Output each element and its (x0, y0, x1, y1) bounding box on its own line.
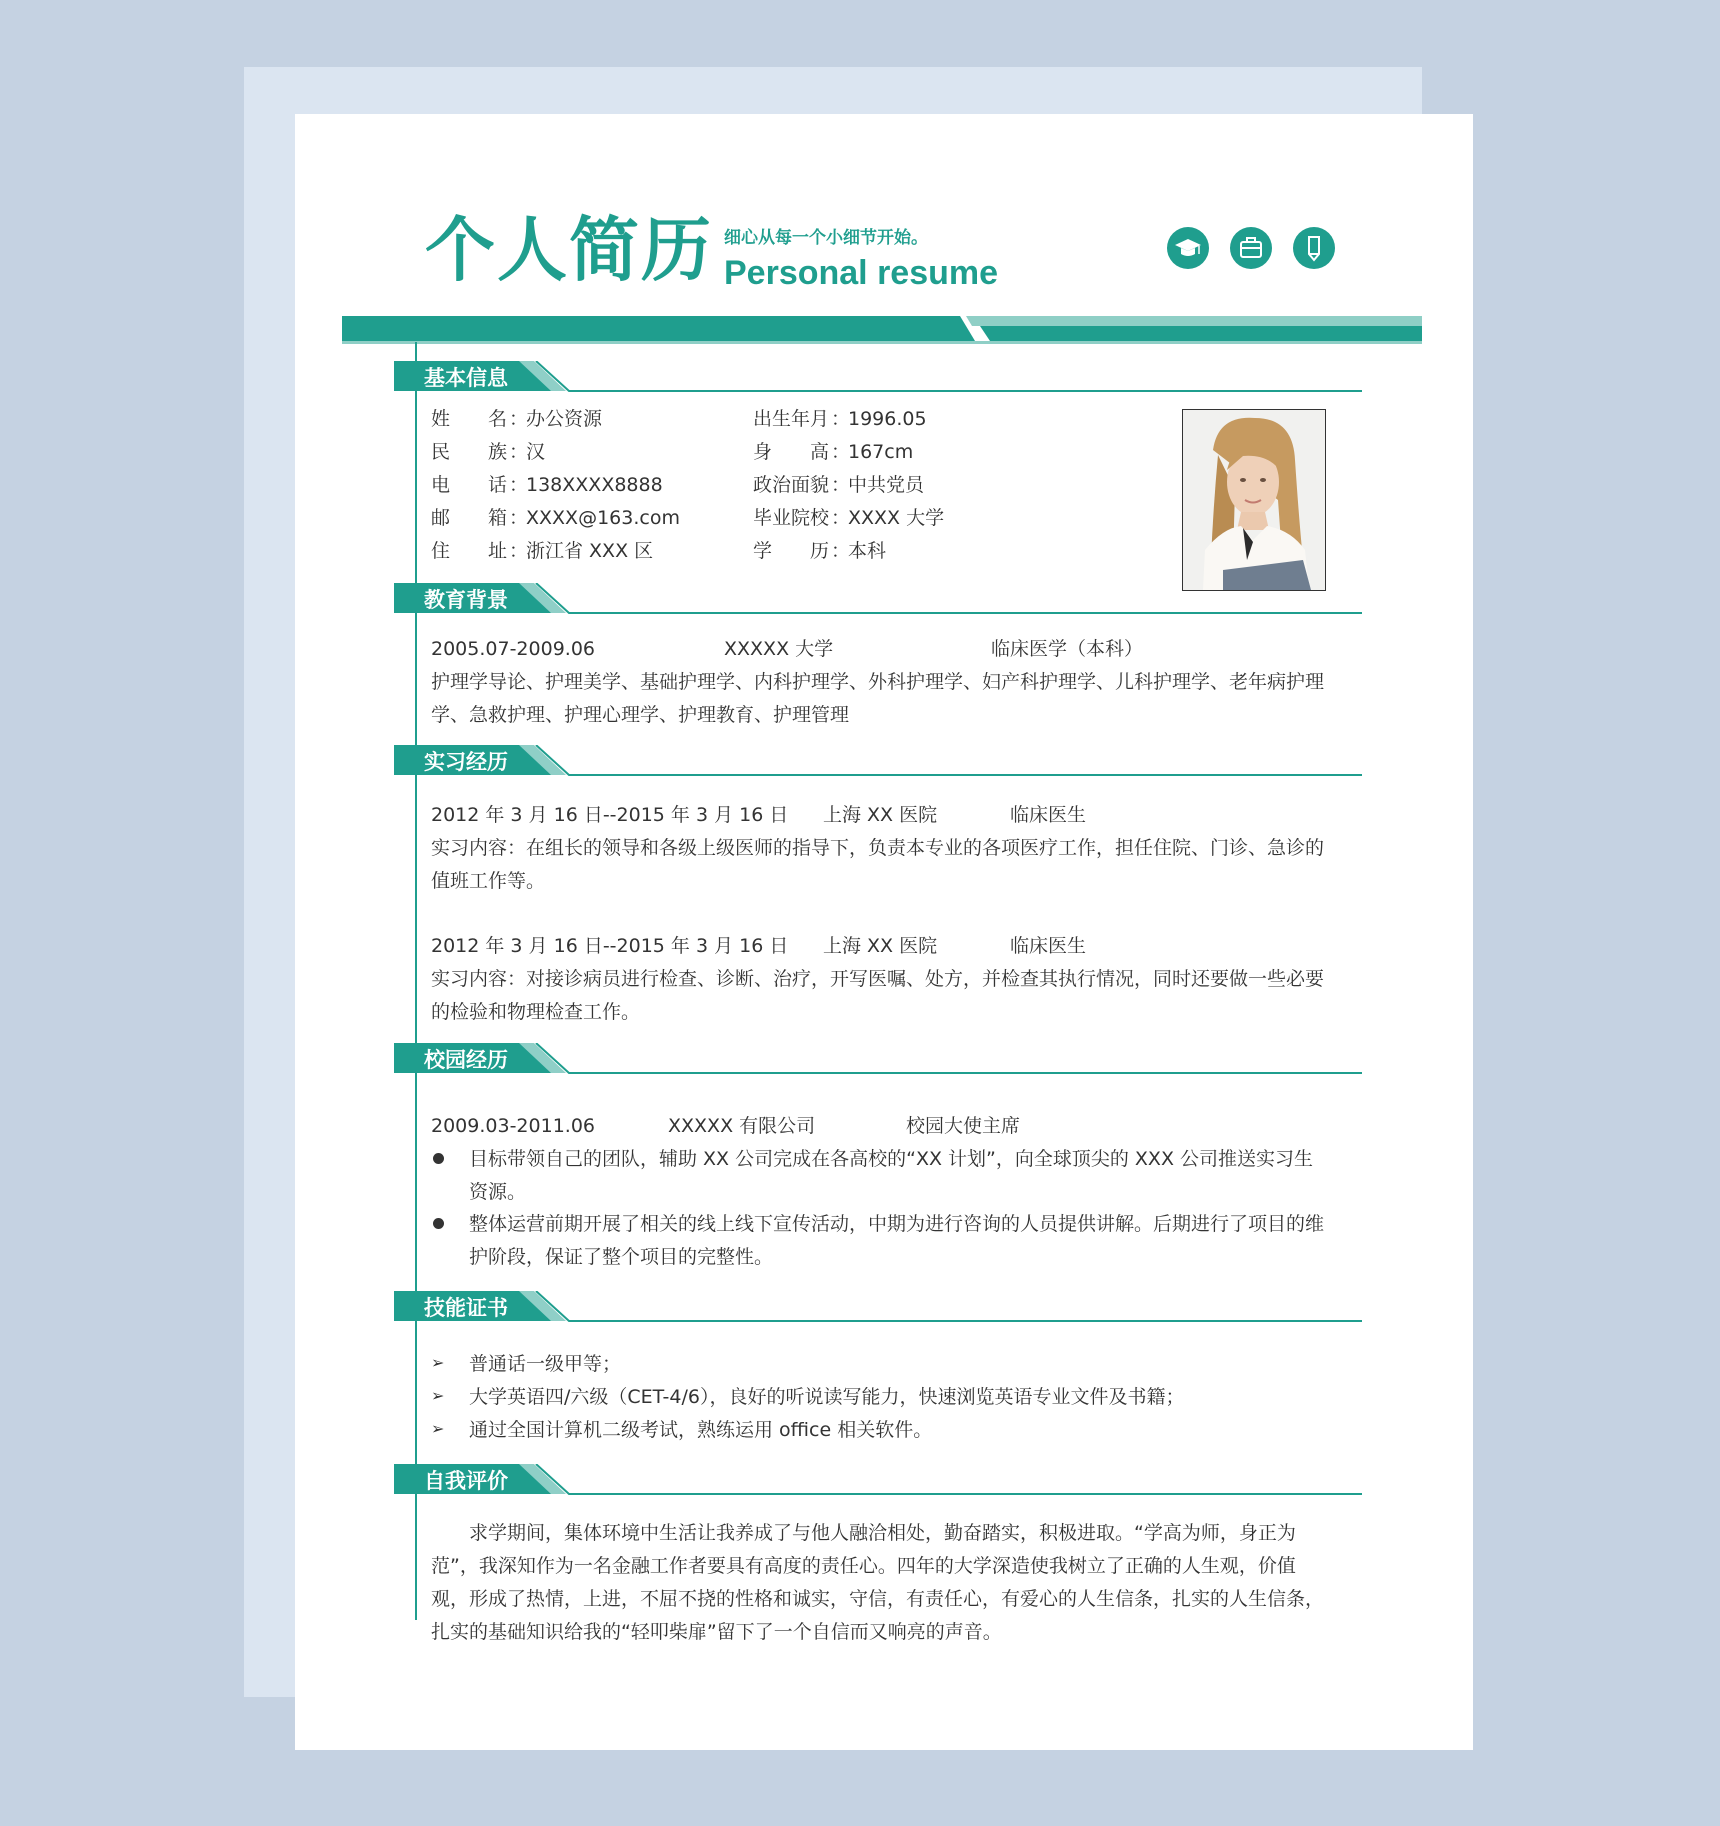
section-title: 实习经历 (424, 750, 508, 774)
avatar (1182, 409, 1326, 591)
campus-role: 校园大使主席 (906, 1115, 1021, 1137)
self-eval-text: 求学期间，集体环境中生活让我养成了与他人融洽相处，勤奋踏实，积极进取。“学高为师，身正为范”，我深知作为一名金融工作者要具有高度的责任心。四年的大学深造使我树立了正确的人生观，价值观，形成了热情，上进，不屈不挠的性格和诚实，守信，有责任心，有爱心的人生信条，扎实的人生信条，扎实的基础知识给我的“轻叩柴扉”留下了一个自信而又响亮的声音。 (431, 1522, 1325, 1643)
graduation-cap-icon (1167, 227, 1209, 269)
skill-item: 大学英语四/六级（CET-4/6），良好的听说读写能力，快速浏览英语专业文件及书籍； (469, 1386, 1185, 1408)
slogan: 细心从每一个小细节开始。 (724, 228, 928, 248)
briefcase-icon (1230, 227, 1272, 269)
section-title: 基本信息 (424, 366, 508, 390)
resume-sheet (295, 114, 1473, 1750)
section-header-internship (394, 745, 1362, 779)
info-value: 138XXXX8888 (526, 474, 663, 496)
info-label: 电 话 (431, 474, 508, 496)
campus-org: XXXXX 有限公司 (668, 1115, 816, 1137)
edu-period: 2005.07-2009.06 (431, 638, 595, 660)
intern-org: 上海 XX 医院 (823, 935, 938, 957)
campus-bullet: 整体运营前期开展了相关的线上线下宣传活动，中期为进行咨询的人员提供讲解。后期进行了项目的维护阶段，保证了整个项目的完整性。 (469, 1213, 1325, 1268)
intern-content: 实习内容：在组长的领导和各级上级医师的指导下，负责本专业的各项医疗工作，担任住院、门诊、急诊的值班工作等。 (431, 837, 1325, 892)
info-label: 学 历 (753, 540, 830, 562)
section-title: 自我评价 (424, 1469, 508, 1493)
intern-content: 实习内容：对接诊病员进行检查、诊断、治疗，开写医嘱、处方，并检查其执行情况，同时还要做一些必要的检验和物理检查工作。 (431, 968, 1325, 1023)
campus-bullet: 目标带领自己的团队，辅助 XX 公司完成在各高校的“XX 计划”，向全球顶尖的 XXX 公司推送实习生资源。 (469, 1148, 1313, 1203)
timeline-line (415, 342, 417, 1620)
info-label: 住 址 (431, 540, 508, 562)
info-value: XXXX 大学 (848, 507, 945, 529)
info-label: 出生年月 (753, 408, 830, 430)
edu-major: 临床医学（本科） (991, 638, 1144, 660)
page-subtitle-en: Personal resume (724, 254, 999, 292)
info-label: 政治面貌 (753, 474, 830, 496)
intern-role: 临床医生 (1010, 935, 1087, 957)
section-title: 校园经历 (424, 1048, 508, 1072)
arrow-bullet-icon: ➢ (431, 1386, 445, 1405)
section-header-basic (394, 361, 1362, 395)
intern-period: 2012 年 3 月 16 日--2015 年 3 月 16 日 (431, 935, 789, 957)
intern-role: 临床医生 (1010, 804, 1087, 826)
intern-period: 2012 年 3 月 16 日--2015 年 3 月 16 日 (431, 804, 789, 826)
info-value: 1996.05 (848, 408, 927, 430)
info-value: 167cm (848, 441, 914, 463)
pencil-icon (1293, 227, 1335, 269)
info-value: XXXX@163.com (526, 507, 680, 529)
section-title: 教育背景 (424, 588, 508, 612)
info-value: 办公资源 (526, 408, 603, 430)
section-header-education (394, 583, 1362, 617)
info-label: 毕业院校 (753, 507, 830, 529)
skill-item: 普通话一级甲等； (469, 1353, 622, 1375)
bullet-icon (433, 1218, 444, 1229)
section-title: 技能证书 (424, 1296, 508, 1320)
info-label: 民 族 (431, 441, 508, 463)
skill-item: 通过全国计算机二级考试，熟练运用 office 相关软件。 (469, 1419, 933, 1441)
header-divider-bar (342, 316, 1422, 350)
intern-org: 上海 XX 医院 (823, 804, 938, 826)
edu-courses: 护理学导论、护理美学、基础护理学、内科护理学、外科护理学、妇产科护理学、儿科护理学、老年病护理学、急救护理、护理心理学、护理教育、护理管理 (431, 671, 1325, 726)
info-label: 邮 箱 (431, 507, 508, 529)
arrow-bullet-icon: ➢ (431, 1419, 445, 1438)
info-value: 中共党员 (848, 474, 925, 496)
section-header-campus (394, 1043, 1362, 1077)
info-label: 姓 名 (431, 408, 508, 430)
edu-school: XXXXX 大学 (724, 638, 834, 660)
campus-period: 2009.03-2011.06 (431, 1115, 595, 1137)
section-header-skills (394, 1291, 1362, 1325)
page-title: 个人简历 (425, 209, 713, 291)
section-header-self-eval (394, 1464, 1362, 1498)
info-value: 汉 (526, 441, 546, 463)
info-value: 本科 (848, 540, 887, 562)
bullet-icon (433, 1153, 444, 1164)
arrow-bullet-icon: ➢ (431, 1353, 445, 1372)
info-value: 浙江省 XXX 区 (526, 540, 654, 562)
info-label: 身 高 (753, 441, 830, 463)
